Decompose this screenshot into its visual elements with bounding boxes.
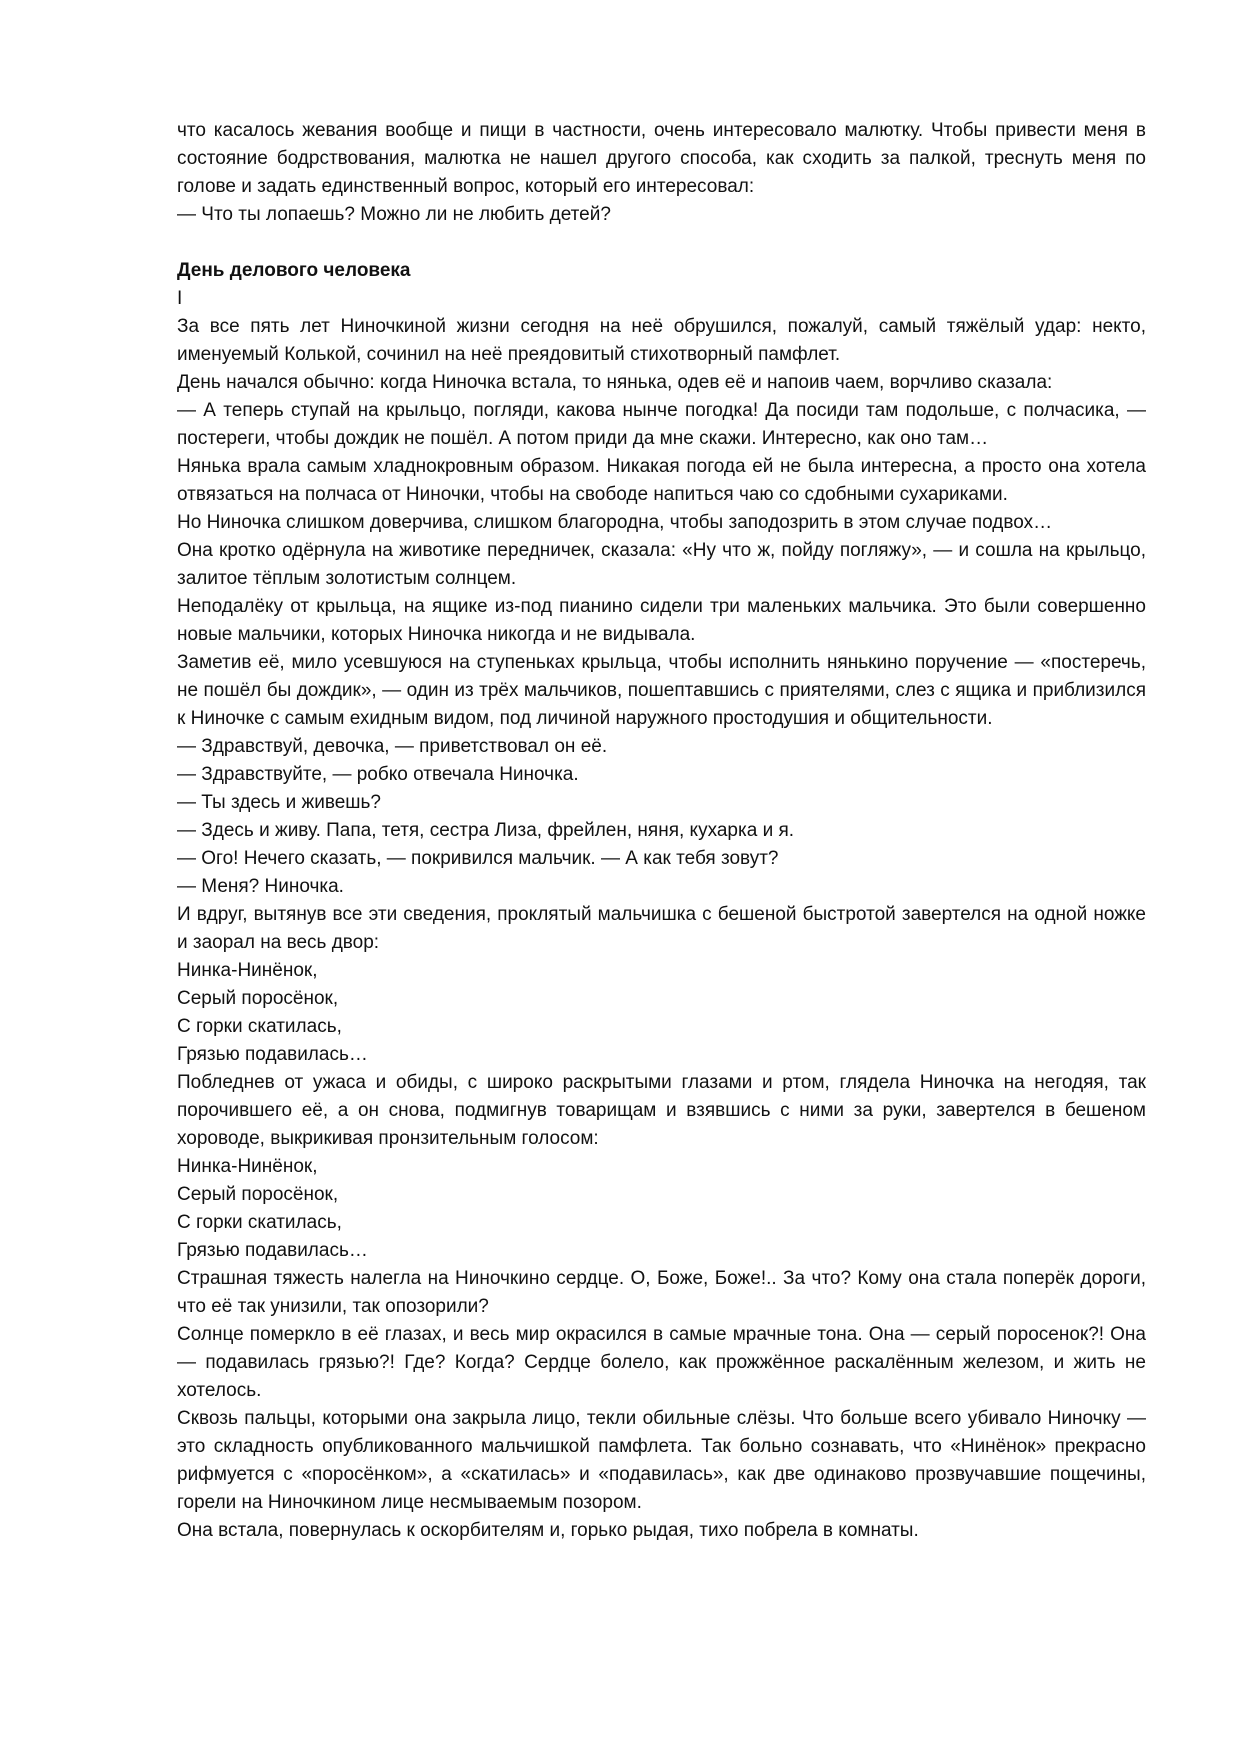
blank-line — [177, 229, 1146, 257]
chapter-title: День делового человека — [177, 260, 411, 281]
dialogue-line: — А теперь ступай на крыльцо, погляди, какова нынче погодка! Да посиди там подольше, с полчасика, — постереги, чтобы дождик не пошёл. А потом приди да мне скажи. Интересно, как оно там… — [177, 400, 1146, 449]
verse-line: Нинка-Нинёнок, — [177, 1156, 318, 1177]
story-paragraph: Она встала, повернулась к оскорбителям и, горько рыдая, тихо побрела в комнаты. — [177, 1520, 919, 1541]
story-paragraph: И вдруг, вытянув все эти сведения, проклятый мальчишка с бешеной быстротой завертелся на одной ножке и заорал на весь двор: — [177, 904, 1146, 953]
intro-dialogue-line: — Что ты лопаешь? Можно ли не любить детей? — [177, 204, 611, 225]
verse-line: Нинка-Нинёнок, — [177, 960, 318, 981]
story-paragraph: Нянька врала самым хладнокровным образом. Никакая погода ей не была интересна, а просто она хотела отвязаться на полчаса от Ниночки, чтобы на свободе напиться чаю со сдобными сухариками. — [177, 456, 1146, 505]
verse-line: Грязью подавилась… — [177, 1240, 368, 1261]
story-paragraph: Но Ниночка слишком доверчива, слишком благородна, чтобы заподозрить в этом случае подвох… — [177, 512, 1053, 533]
intro-paragraph: что касалось жевания вообще и пищи в частности, очень интересовало малютку. Чтобы привести меня в состояние бодрствования, малютка не нашел другого способа, как сходить за палкой, треснуть меня по голове и задать единственный вопрос, который его интересовал: — [177, 120, 1146, 197]
verse-line: Грязью подавилась… — [177, 1044, 368, 1065]
dialogue-line: — Ого! Нечего сказать, — покривился мальчик. — А как тебя зовут? — [177, 848, 779, 869]
story-paragraph: День начался обычно: когда Ниночка встала, то нянька, одев её и напоив чаем, ворчливо сказала: — [177, 372, 1053, 393]
story-paragraph: Заметив её, мило усевшуюся на ступеньках крыльца, чтобы исполнить нянькино поручение — «постеречь, не пошёл бы дождик», — один из трёх мальчиков, пошептавшись с приятелями, слез с ящика и приблизился к Ниночке с самым ехидным видом, под личиной наружного простодушия и общительности. — [177, 652, 1146, 729]
story-paragraph: Она кротко одёрнула на животике передничек, сказала: «Ну что ж, пойду погляжу», — и сошла на крыльцо, залитое тёплым золотистым солнцем. — [177, 540, 1146, 589]
verse-line: С горки скатилась, — [177, 1016, 342, 1037]
dialogue-line: — Ты здесь и живешь? — [177, 792, 381, 813]
dialogue-line: — Здесь и живу. Папа, тетя, сестра Лиза, фрейлен, няня, кухарка и я. — [177, 820, 795, 841]
dialogue-line: — Меня? Ниночка. — [177, 876, 344, 897]
dialogue-line: — Здравствуйте, — робко отвечала Ниночка. — [177, 764, 579, 785]
story-paragraph: Страшная тяжесть налегла на Ниночкино сердце. О, Боже, Боже!.. За что? Кому она стала поперёк дороги, что её так унизили, так опозорили? — [177, 1268, 1146, 1317]
story-paragraph: Солнце померкло в её глазах, и весь мир окрасился в самые мрачные тона. Она — серый поросенок?! Она — подавилась грязью?! Где? Когда? Сердце болело, как прожжённое раскалённым железом, и жить не хотелось. — [177, 1324, 1146, 1401]
verse-line: Серый поросёнок, — [177, 988, 339, 1009]
story-paragraph: Сквозь пальцы, которыми она закрыла лицо, текли обильные слёзы. Что больше всего убивало Ниночку — это складность опубликованного мальчишкой памфлета. Так больно сознавать, что «Нинёнок» прекрасно рифмуется с «поросёнком», а «скатилась» и «подавилась», как две одинаково прозвучавшие пощечины, горели на Ниночкином лице несмываемым позором. — [177, 1408, 1146, 1513]
verse-line: Серый поросёнок, — [177, 1184, 339, 1205]
chapter-number: I — [177, 288, 183, 309]
dialogue-line: — Здравствуй, девочка, — приветствовал он её. — [177, 736, 608, 757]
story-paragraph: За все пять лет Ниночкиной жизни сегодня на неё обрушился, пожалуй, самый тяжёлый удар: некто, именуемый Колькой, сочинил на неё преядовитый стихотворный памфлет. — [177, 316, 1146, 365]
document-page — [177, 117, 1146, 1545]
story-paragraph: Неподалёку от крыльца, на ящике из-под пианино сидели три маленьких мальчика. Это были совершенно новые мальчики, которых Ниночка никогда и не видывала. — [177, 596, 1146, 645]
verse-line: С горки скатилась, — [177, 1212, 342, 1233]
story-paragraph: Побледнев от ужаса и обиды, с широко раскрытыми глазами и ртом, глядела Ниночка на негодяя, так порочившего её, а он снова, подмигнув товарищам и взявшись с ними за руки, завертелся в бешеном хороводе, выкрикивая пронзительным голосом: — [177, 1072, 1146, 1149]
